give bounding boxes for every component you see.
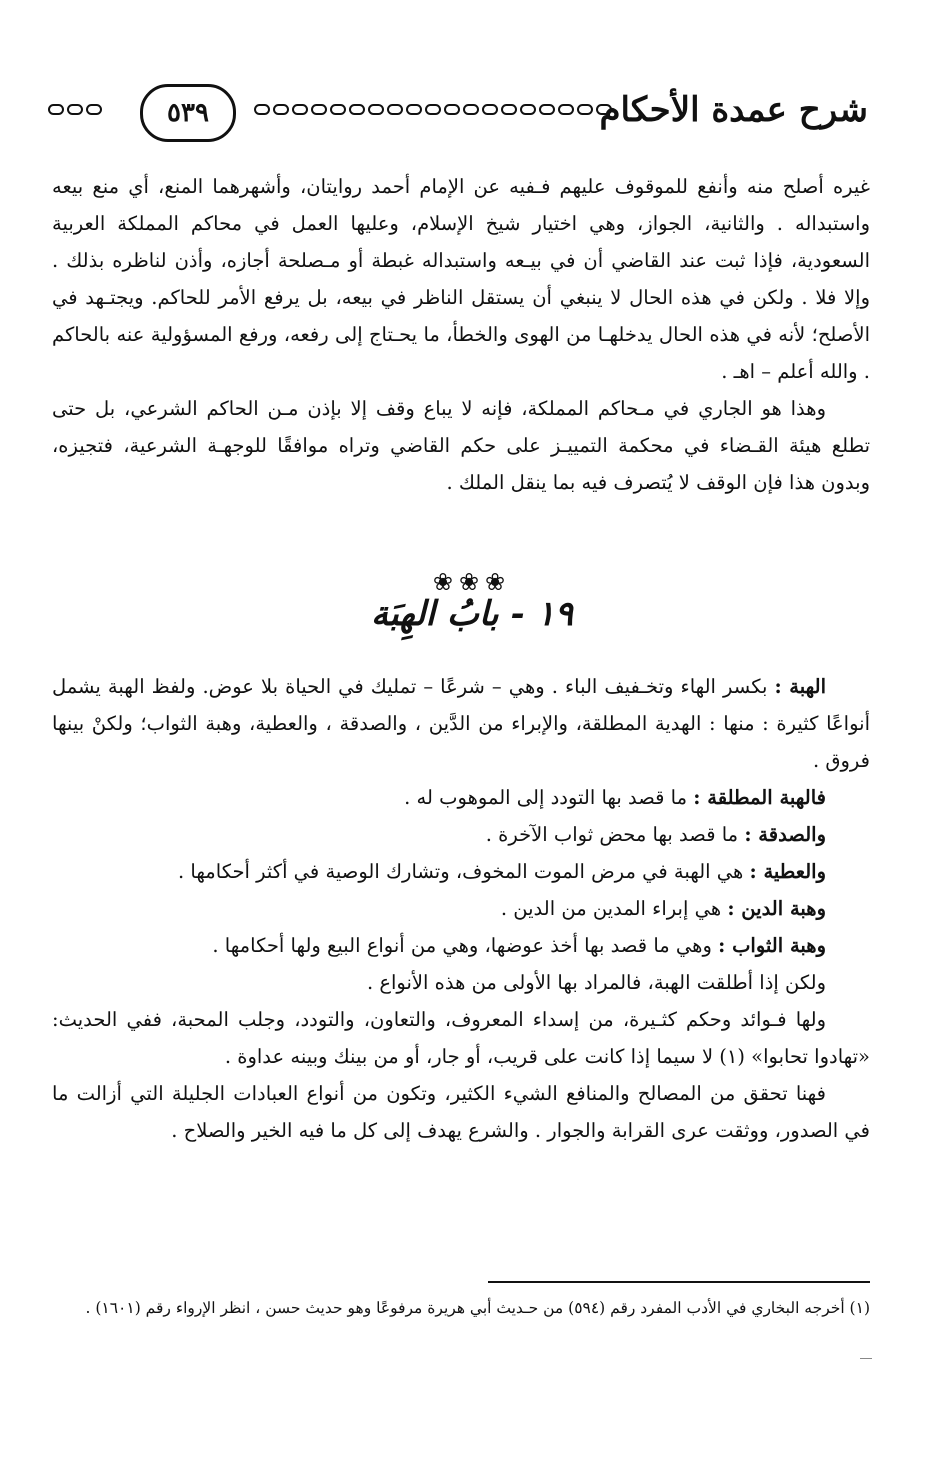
header-ornament-left xyxy=(48,104,102,120)
definition-item xyxy=(52,779,826,816)
footnote-divider xyxy=(488,1281,870,1283)
chapter-text-block xyxy=(52,668,870,1149)
definition-text: ما قصد بها التودد إلى الموهوب له . xyxy=(404,786,694,809)
top-text-block xyxy=(52,168,870,501)
paragraph-court-practice: وهذا هو الجاري في مـحاكم المملكة، فإنه لا يباع وقف إلا بإذن مـن الحاكم الشرعي، بل حتى تطلع هيئة القـضاء في محكمة التمييـز على حكم القاضي وتراه موافقًا للوجهـة الشرعية، فتجيزه، وبدون هذا فإن الوقف لا يُتصرف فيه بما ينقل الملك . xyxy=(52,397,870,494)
definition-term: فالهبة المطلقة : xyxy=(693,786,826,809)
paragraph-conclusion: فهنا تحقق من المصالح والمنافع الشيء الكثير، وتكون من أنواع العبادات الجليلة التي أزالت ما في الصدور، ووثقت عرى القرابة والجوار . والشرع يهدف إلى كل ما فيه الخير والصلاح . xyxy=(52,1082,870,1142)
definition-item xyxy=(52,890,826,927)
book-title: شرح عمدة الأحكام xyxy=(599,90,868,130)
definition-text: ولكن إذا أطلقت الهبة، فالمراد بها الأولى من هذه الأنواع . xyxy=(366,971,826,994)
definition-text: وهي ما قصد بها أخذ عوضها، وهي من أنواع البيع ولها أحكامها . xyxy=(212,934,719,957)
definition-text: هي الهبة في مرض الموت المخوف، وتشارك الوصية في أكثر أحكامها . xyxy=(177,860,750,883)
definition-text: هي إبراء المدين من الدين . xyxy=(500,897,728,920)
chapter-heading: ١٩ - بابُ الهِبَة xyxy=(371,594,573,634)
definition-item xyxy=(52,927,826,964)
paragraph-definition xyxy=(52,668,870,779)
definition-item xyxy=(52,816,826,853)
header-ornament-band xyxy=(254,104,612,120)
definition-term: وهبة الثواب : xyxy=(718,934,826,957)
section-separator: ❀❀❀ xyxy=(432,568,512,596)
term-text: بكسر الهاء وتخـفيف الباء . وهي – شرعًا – تمليك في الحياة بلا عوض. ولفظ الهبة يشمل أنواعًا كثيرة : منها : الهدية المطلقة، والإبراء من الدَّين ، والصدقة ، والعطية، وهبة الثواب؛ ولكنْ بينها فروق . xyxy=(52,675,870,772)
definition-item xyxy=(52,964,826,1001)
page-end-mark xyxy=(860,1358,872,1359)
page-number: ٥٣٩ xyxy=(140,84,236,142)
definition-term: والصدقة : xyxy=(744,823,826,846)
paragraph-waqf-sale: غيره أصلح منه وأنفع للموقوف عليهم فـفيه عن الإمام أحمد روايتان، وأشهرهما المنع، أي منع بيعه واستبداله . والثانية، الجواز، وهي اختيار شيخ الإسلام، وعليها العمل في محاكم المملكة العربية السعودية، فإذا ثبت عند القاضي أن في بيـعه واستبداله غبطة أو مـصلحة أجازه، وأذن لناظره بذلك . وإلا فلا . ولكن في هذه الحال لا ينبغي أن يستقل الناظر في بيعه، بل يرفع الأمر للحاكم. ويجتـهد في الأصلح؛ لأنه في هذه الحال يدخلهـا من الهوى والخطأ، ما يحـتاج إلى رفعه، ورفع المسؤولية عنه بالحاكم . والله أعلم – اهـ . xyxy=(52,175,870,383)
footnote-block xyxy=(52,1293,870,1323)
definition-term: وهبة الدين : xyxy=(727,897,826,920)
paragraph-benefits: ولها فـوائد وحكم كثـيرة، من إسداء المعروف، والتعاون، والتودد، وجلب المحبة، ففي الحديث: «تهادوا تحابوا» (١) لا سيما إذا كانت على قريب، أو جار، أو من بينك وبينه عداوة . xyxy=(52,1008,870,1068)
definition-text: ما قصد بها محض ثواب الآخرة . xyxy=(485,823,745,846)
footnote-1: (١) أخرجه البخاري في الأدب المفرد رقم (٥٩٤) من حـديث أبي هريرة مرفوعًا وهو حديث حسن ، انظر الإرواء رقم (١٦٠١) . xyxy=(85,1299,870,1317)
term-label: الهبة : xyxy=(774,675,826,698)
page-header xyxy=(48,84,868,154)
definition-term: والعطية : xyxy=(749,860,826,883)
definition-item xyxy=(52,853,826,890)
